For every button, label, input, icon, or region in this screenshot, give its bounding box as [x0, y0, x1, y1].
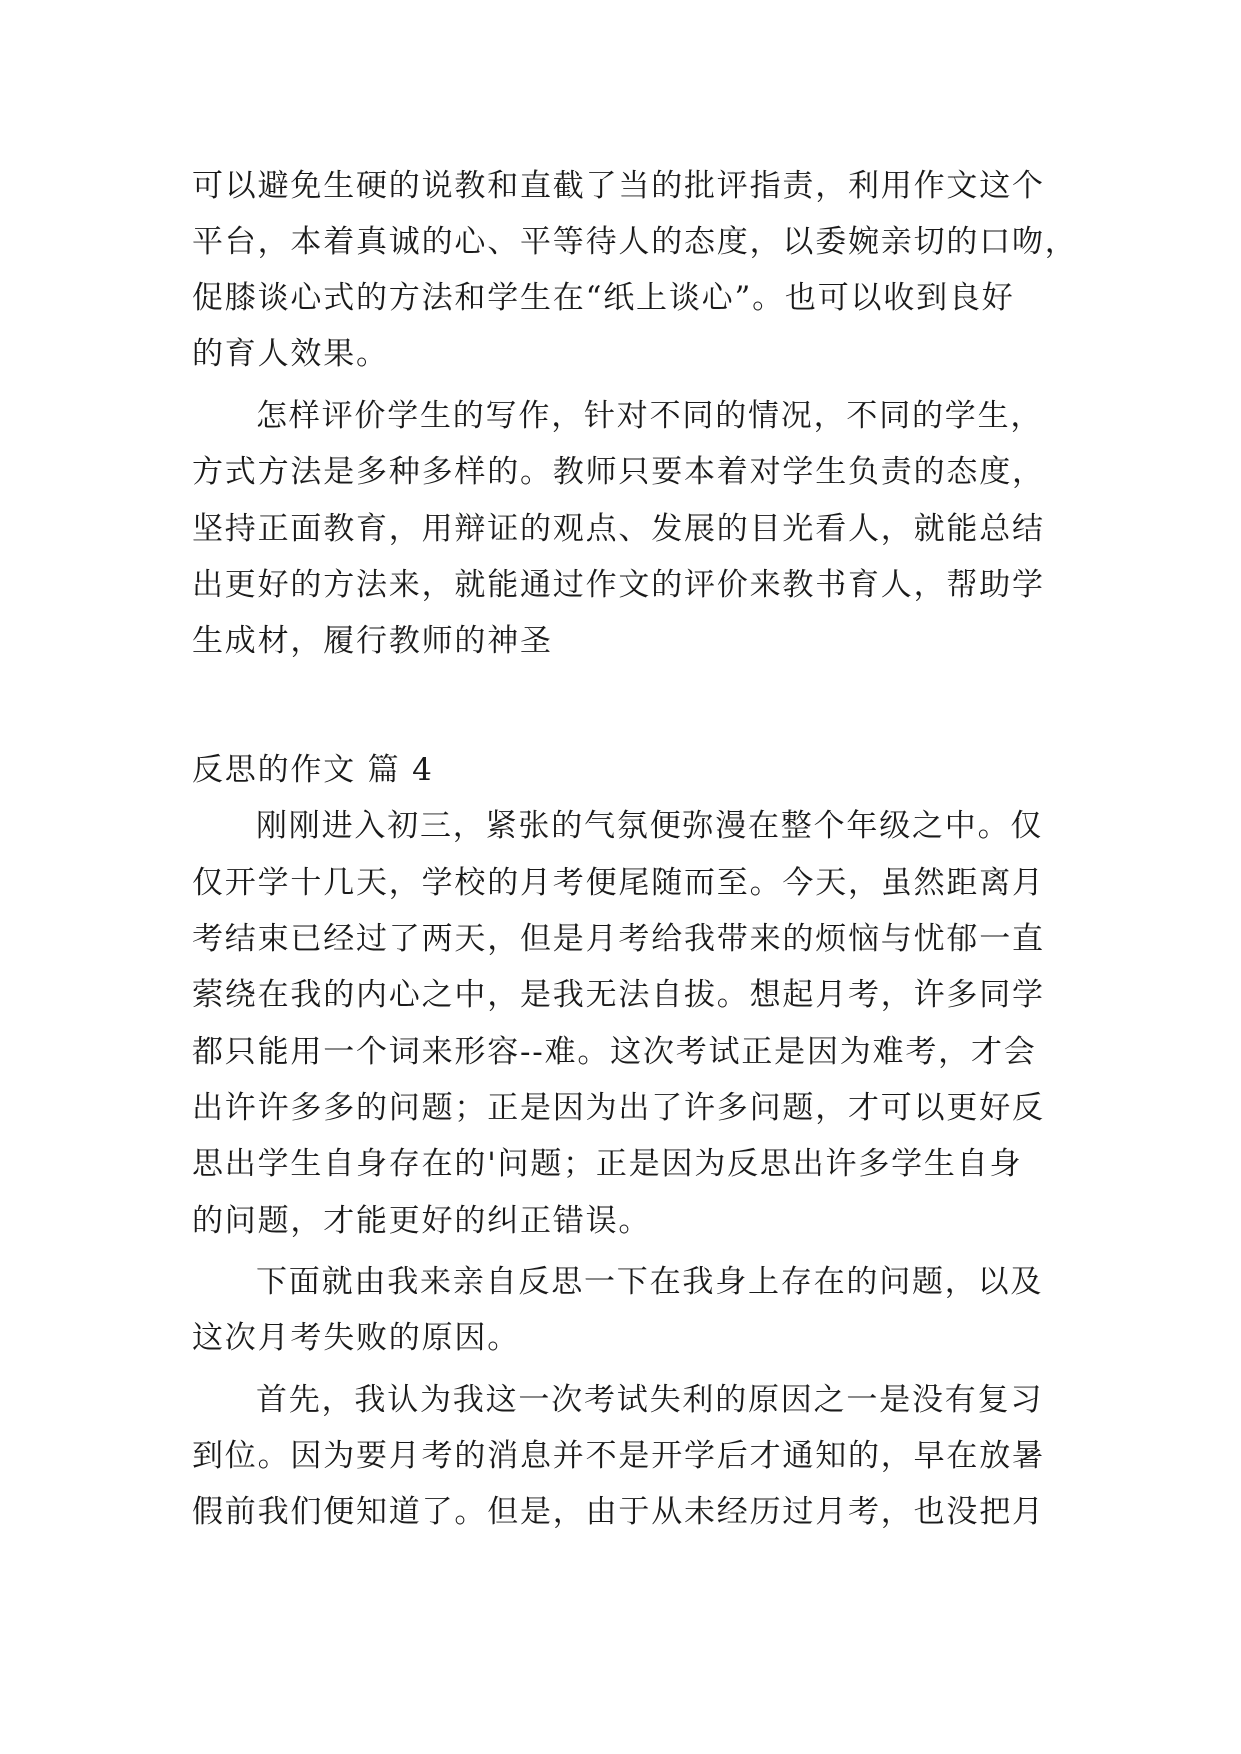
text-line: 思出学生自身存在的'问题；正是因为反思出许多学生自身 [192, 1146, 1023, 1182]
text-line: 可以避免生硬的说教和直截了当的批评指责，利用作文这个 [192, 168, 1045, 204]
text-line: 出许许多多的问题；正是因为出了许多问题，才可以更好反 [192, 1090, 1045, 1126]
text-line: 假前我们便知道了。但是，由于从未经历过月考，也没把月 [192, 1494, 1045, 1530]
text-line: 考结束已经过了两天，但是月考给我带来的烦恼与忧郁一直 [192, 921, 1045, 957]
text-line: 到位。因为要月考的消息并不是开学后才通知的，早在放暑 [192, 1438, 1045, 1474]
text-line: 怎样评价学生的写作，针对不同的情况，不同的学生， [256, 398, 1044, 434]
text-line: 首先，我认为我这一次考试失利的原因之一是没有复习 [256, 1382, 1044, 1418]
text-line: 的问题，才能更好的纠正错误。 [192, 1203, 652, 1239]
text-line: 下面就由我来亲自反思一下在我身上存在的问题，以及 [256, 1264, 1044, 1300]
text-line: 方式方法是多种多样的。教师只要本着对学生负责的态度， [192, 454, 1045, 490]
text-line: 这次月考失败的原因。 [192, 1320, 520, 1356]
text-line: 刚刚进入初三，紧张的气氛便弥漫在整个年级之中。仅 [256, 808, 1044, 844]
text-line: 生成材，履行教师的神圣 [192, 623, 553, 659]
text-line: 坚持正面教育，用辩证的观点、发展的目光看人，就能总结 [192, 511, 1045, 547]
section-heading: 反思的作文 篇 4 [192, 752, 434, 788]
text-line: 促膝谈心式的方法和学生在“纸上谈心”。也可以收到良好 [192, 280, 1015, 316]
text-line: 平台，本着真诚的心、平等待人的态度，以委婉亲切的口吻， [192, 224, 1078, 260]
text-line: 都只能用一个词来形容--难。这次考试正是因为难考，才会 [192, 1034, 1037, 1070]
text-line: 萦绕在我的内心之中，是我无法自拔。想起月考，许多同学 [192, 977, 1045, 1013]
text-line: 的育人效果。 [192, 336, 389, 372]
text-line: 出更好的方法来，就能通过作文的评价来教书育人，帮助学 [192, 567, 1045, 603]
text-line: 仅开学十几天，学校的月考便尾随而至。今天，虽然距离月 [192, 865, 1045, 901]
